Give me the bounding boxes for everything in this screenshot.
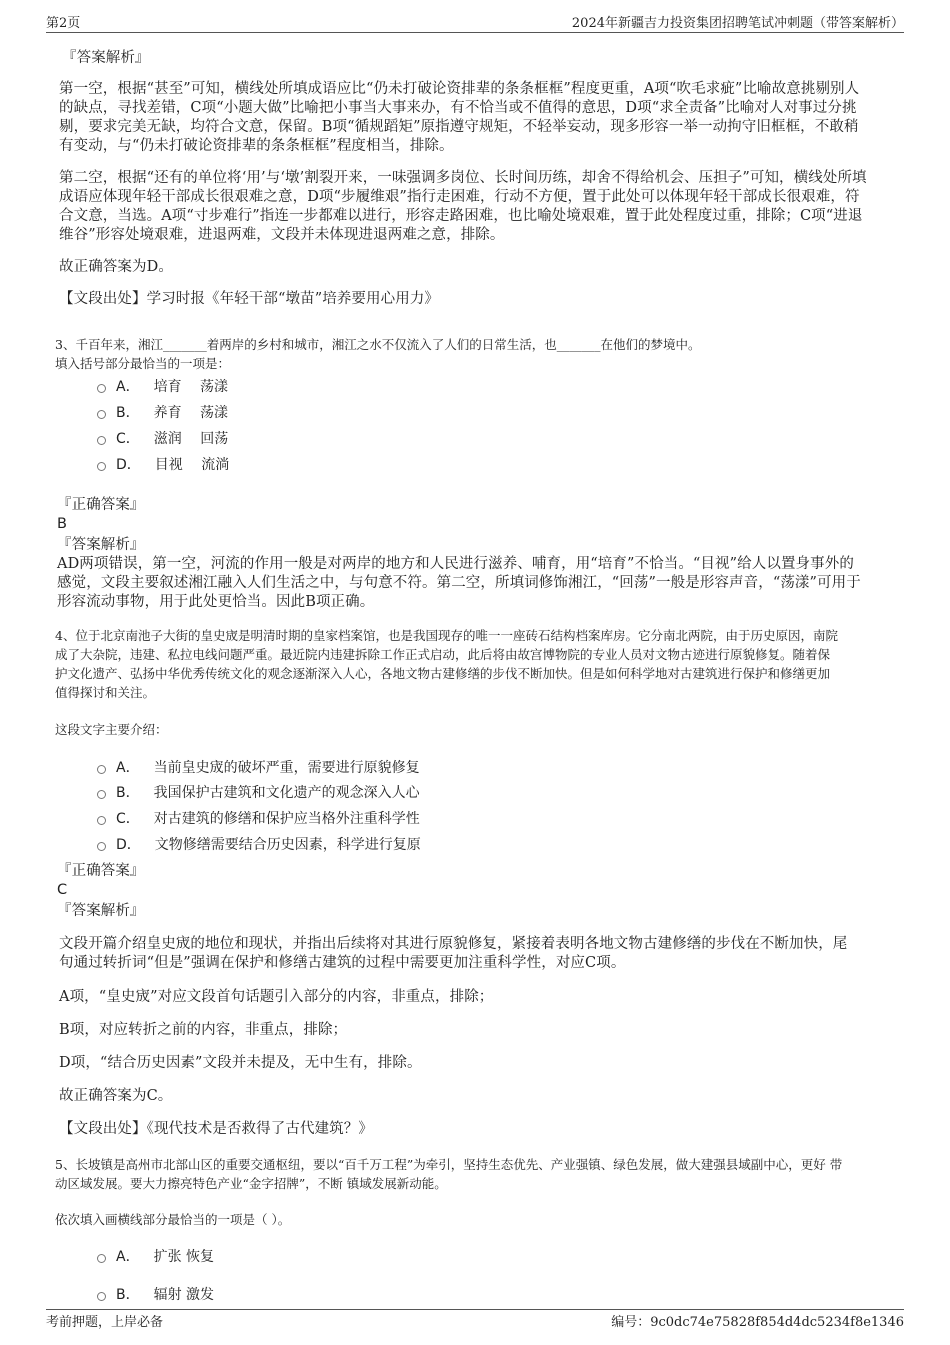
- q4-analysis-label: 『答案解析』: [57, 903, 145, 919]
- option-text: 养育 荡漾: [153, 405, 229, 421]
- option-text: 辐射 激发: [153, 1287, 215, 1303]
- q4-prompt: 这段文字主要介绍：: [55, 722, 168, 737]
- option-text: 目视 流淌: [154, 457, 230, 473]
- page-number: 第2页: [46, 16, 81, 31]
- q5-stem: [55, 1155, 842, 1193]
- option-text: 培育 荡漾: [153, 379, 229, 395]
- option-letter: B．: [116, 405, 140, 421]
- q2-para1: [59, 80, 859, 156]
- document-title: 2024年新疆吉力投资集团招聘笔试冲刺题（带答案解析）: [571, 16, 904, 31]
- q3-answer-label: 『正确答案』: [57, 497, 145, 513]
- text-line: 感觉，文段主要叙述湘江融入人们生活之中，与句意不符。第二空，所填词修饰湘江，“回荡”一般是形容声音，“荡漾”可用于: [57, 575, 861, 591]
- q3-stem: 3、千百年来，湘江_______着两岸的乡村和城市，湘江之水不仅流入了人们的日常生活，也_______在他们的梦境中。: [55, 337, 701, 352]
- q3-option-a[interactable]: [97, 376, 228, 396]
- text-line: 动区域发展。要大力擦亮特色产业“金字招牌”，不断 镇域发展新动能。: [55, 1176, 447, 1191]
- option-letter: B．: [116, 785, 140, 801]
- q2-para2: [59, 169, 867, 245]
- option-letter: D．: [116, 837, 141, 853]
- q3-answer: B: [57, 516, 68, 532]
- text-line: 句通过转折词“但是”强调在保护和修缮古建筑的过程中需要更加注重科学性，对应C项。: [59, 955, 626, 971]
- q4-stem: [55, 626, 838, 702]
- q2-analysis-label: 『答案解析』: [62, 50, 150, 66]
- radio-icon[interactable]: [97, 1292, 106, 1301]
- option-letter: A．: [116, 379, 140, 395]
- text-line: 第一空，根据“甚至”可知，横线处所填成语应比“仍未打破论资排辈的条条框框”程度更重，A项“吹毛求疵”比喻故意挑剔别人: [59, 81, 860, 97]
- document-id: 编号：9c0dc74e75828f854d4dc5234f8e1346: [611, 1315, 904, 1330]
- option-text: 我国保护古建筑和文化遗产的观念深入人心: [153, 785, 420, 801]
- text-line: 形容流动事物，用于此处更恰当。因此B项正确。: [57, 594, 375, 610]
- q5-option-a[interactable]: [97, 1246, 214, 1266]
- q2-conclusion: 故正确答案为D。: [59, 259, 173, 275]
- option-text: 滋润 回荡: [153, 431, 229, 447]
- q3-option-c[interactable]: [97, 428, 228, 448]
- text-line: 有变动，与“仍未打破论资排辈的条条框框”程度相当，排除。: [59, 138, 454, 154]
- text-line: 值得探讨和关注。: [55, 685, 156, 700]
- footer-slogan: 考前押题，上岸必备: [46, 1315, 164, 1330]
- option-letter: B．: [116, 1287, 140, 1303]
- option-letter: C．: [116, 431, 140, 447]
- text-line: 成语应体现年轻干部成长很艰难之意，D项“步履维艰”指行走困难，行动不方便，置于此处可以体现年轻干部成长很艰难，符: [59, 189, 860, 205]
- q4-analysis: [59, 935, 847, 973]
- q4-option-c[interactable]: [97, 808, 420, 828]
- q4-option-b[interactable]: [97, 782, 420, 802]
- radio-icon[interactable]: [97, 816, 106, 825]
- q3-option-b[interactable]: [97, 402, 228, 422]
- option-text: 当前皇史宬的破坏严重，需要进行原貌修复: [153, 760, 420, 776]
- option-text: 扩张 恢复: [153, 1249, 215, 1265]
- q4-option-d[interactable]: [97, 834, 421, 854]
- radio-icon[interactable]: [97, 1254, 106, 1263]
- q2-source: 【文段出处】学习时报《年轻干部“墩苗”培养要用心用力》: [59, 291, 440, 307]
- q4-option-a[interactable]: [97, 757, 420, 777]
- q3-analysis: [57, 555, 861, 612]
- q4-answer: C: [57, 882, 68, 898]
- text-line: 4、位于北京南池子大街的皇史宬是明清时期的皇家档案馆，也是我国现存的唯一一座砖石结构档案库房。它分南北两院，由于历史原因，南院: [55, 628, 838, 643]
- page-footer: [46, 1309, 904, 1330]
- text-line: 的缺点，寻找差错，C项“小题大做”比喻把小事当大事来办，有不恰当或不值得的意思，D项“求全责备”比喻对人对事过分挑: [59, 100, 857, 116]
- text-line: AD两项错误，第一空，河流的作用一般是对两岸的地方和人民进行滋养、哺育，用“培育”不恰当。“目视”给人以置身事外的: [57, 556, 854, 572]
- radio-icon[interactable]: [97, 462, 106, 471]
- q4-d-item: D项，“结合历史因素”文段并未提及，无中生有，排除。: [59, 1055, 422, 1071]
- text-line: 剔，要求完美无缺，均符合文意，保留。B项“循规蹈矩”原指遵守规矩，不轻举妄动，现多形容一举一动拘守旧框框，不敢稍: [59, 119, 859, 135]
- option-letter: C．: [116, 811, 140, 827]
- q3-analysis-label: 『答案解析』: [57, 537, 145, 553]
- radio-icon[interactable]: [97, 436, 106, 445]
- option-letter: A．: [116, 760, 140, 776]
- text-line: 第二空，根据“还有的单位将‘用’与‘墩’割裂开来，一味强调多岗位、长时间历练，却舍不得给机会、压担子”可知，横线处所填: [59, 170, 867, 186]
- option-letter: A．: [116, 1249, 140, 1265]
- radio-icon[interactable]: [97, 765, 106, 774]
- option-text: 文物修缮需要结合历史因素，科学进行复原: [154, 837, 421, 853]
- text-line: 护文化遗产、弘扬中华优秀传统文化的观念逐渐深入人心，各地文物古建修缮的步伐不断加快。但是如何科学地对古建筑进行保护和修缮更加: [55, 666, 831, 681]
- q4-conclusion: 故正确答案为C。: [59, 1088, 173, 1104]
- q5-option-b[interactable]: [97, 1284, 214, 1304]
- radio-icon[interactable]: [97, 384, 106, 393]
- option-letter: D．: [116, 457, 141, 473]
- q4-answer-label: 『正确答案』: [57, 863, 145, 879]
- q4-source: 【文段出处】《现代技术是否救得了古代建筑？》: [59, 1121, 373, 1137]
- text-line: 文段开篇介绍皇史宬的地位和现状，并指出后续将对其进行原貌修复，紧接着表明各地文物古建修缮的步伐在不断加快，尾: [59, 936, 848, 952]
- option-text: 对古建筑的修缮和保护应当格外注重科学性: [153, 811, 420, 827]
- text-line: 5、长坡镇是高州市北部山区的重要交通枢纽，要以“百千万工程”为牵引，坚持生态优先、产业强镇、绿色发展，做大建强县域副中心，更好 带: [55, 1157, 843, 1172]
- page-header: [46, 12, 904, 33]
- radio-icon[interactable]: [97, 790, 106, 799]
- radio-icon[interactable]: [97, 410, 106, 419]
- q3-option-d[interactable]: [97, 454, 229, 474]
- text-line: 维谷”形容处境艰难，进退两难，文段并未体现进退两难之意，排除。: [59, 227, 505, 243]
- q4-a-item: A项，“皇史宬”对应文段首句话题引入部分的内容，非重点，排除；: [59, 989, 494, 1005]
- text-line: 合文意，当选。A项“寸步难行”指连一步都难以进行，形容走路困难，也比喻处境艰难，置于此处程度过重，排除；C项“进退: [59, 208, 863, 224]
- radio-icon[interactable]: [97, 842, 106, 851]
- q3-prompt: 填入括号部分最恰当的一项是：: [55, 356, 231, 371]
- q4-b-item: B项，对应转折之前的内容，非重点，排除；: [59, 1022, 348, 1038]
- q5-prompt: 依次填入画横线部分最恰当的一项是（ ）。: [55, 1212, 291, 1227]
- text-line: 成了大杂院，违建、私拉电线问题严重。最近院内违建拆除工作正式启动，此后将由故宫博物院的专业人员对文物古迹进行原貌修复。随着保: [55, 647, 831, 662]
